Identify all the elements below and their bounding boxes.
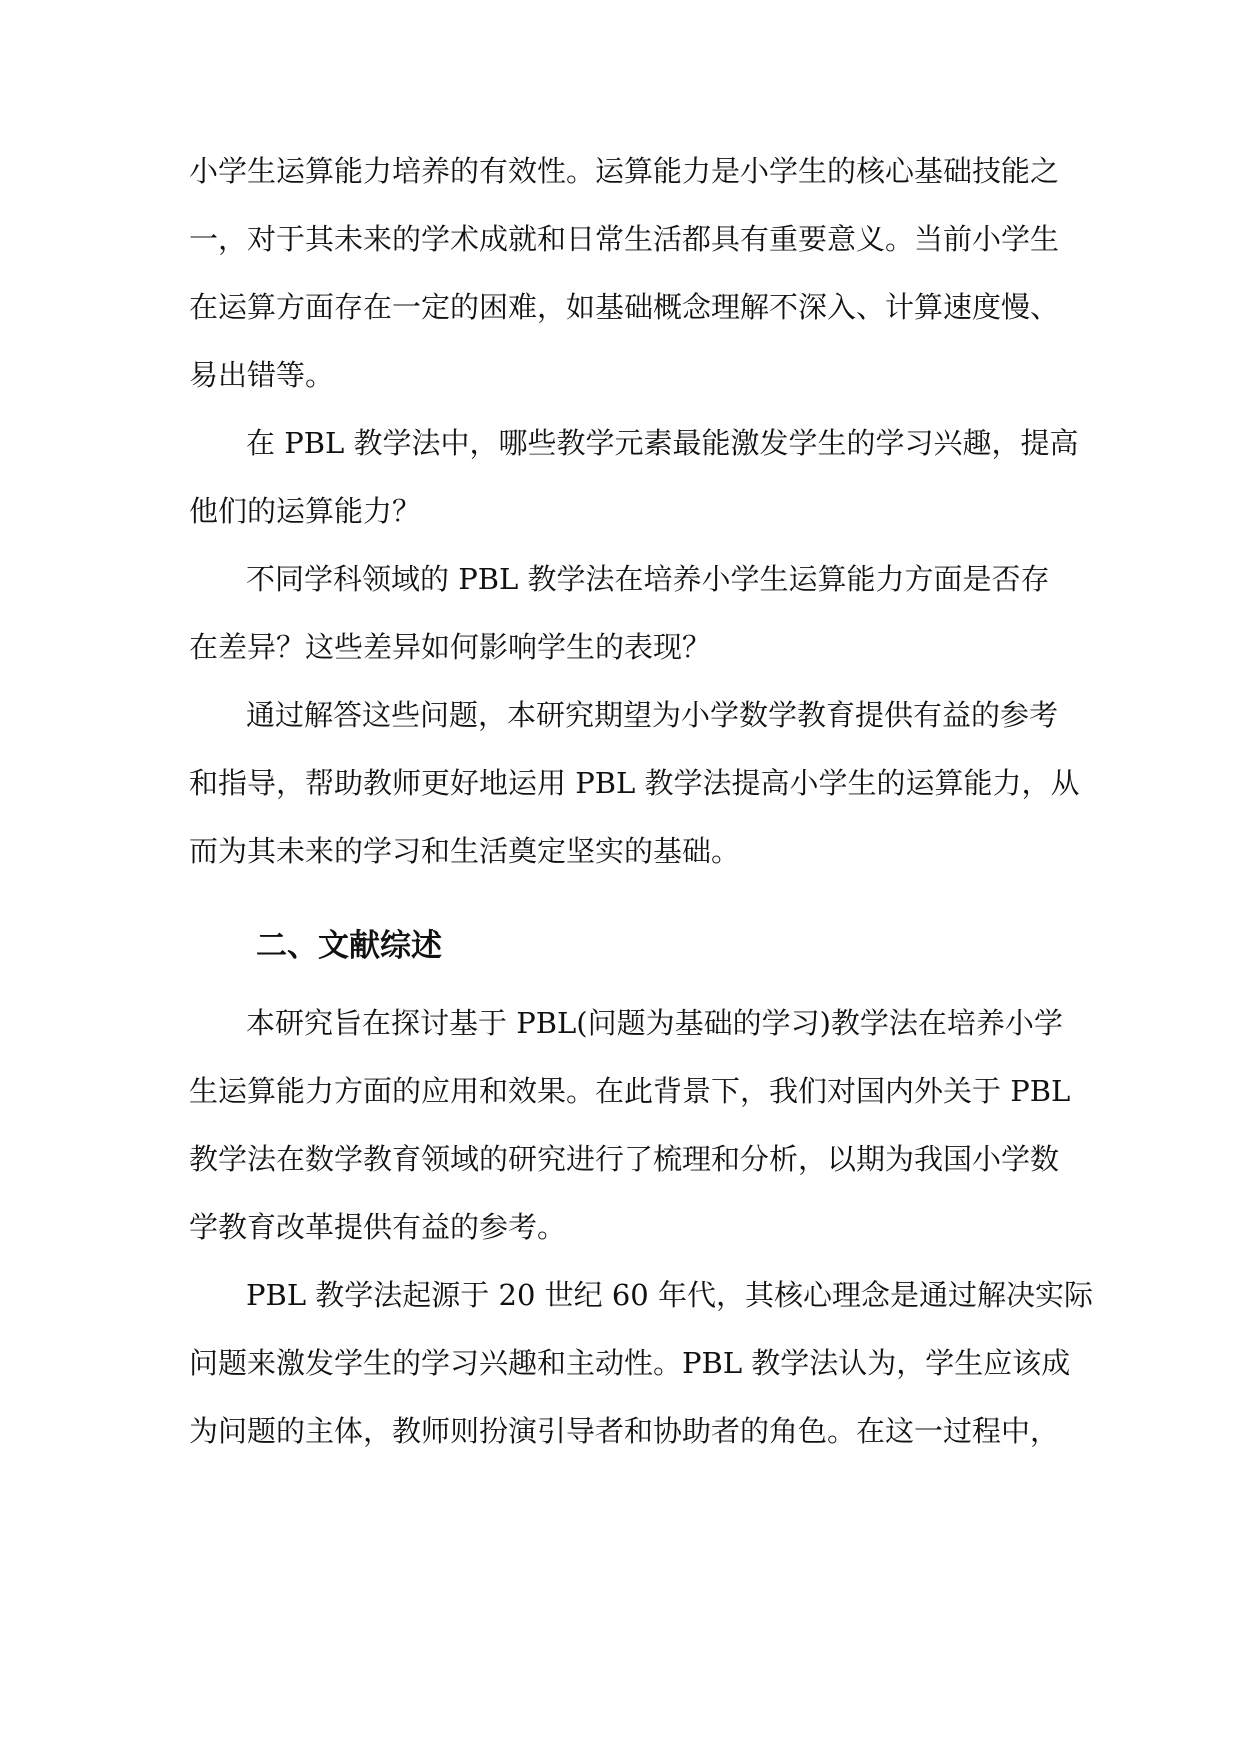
paragraph-line: 他们的运算能力？ [189,494,422,528]
paragraph-line: 问题来激发学生的学习兴趣和主动性。PBL 教学法认为，学生应该成 [189,1346,1071,1380]
paragraph-line: 易出错等。 [189,358,335,392]
paragraph-line: 不同学科领域的 PBL 教学法在培养小学生运算能力方面是否存 [246,562,1050,596]
paragraph-line: 在 PBL 教学法中，哪些教学元素最能激发学生的学习兴趣，提高 [246,426,1079,460]
paragraph-line: 教学法在数学教育领域的研究进行了梳理和分析，以期为我国小学数 [189,1142,1060,1176]
section-heading: 二、文献综述 [256,928,442,964]
paragraph-line: 一，对于其未来的学术成就和日常生活都具有重要意义。当前小学生 [189,222,1060,256]
paragraph-line: PBL 教学法起源于 20 世纪 60 年代，其核心理念是通过解决实际 [246,1278,1093,1312]
paragraph-line: 通过解答这些问题，本研究期望为小学数学教育提供有益的参考 [246,698,1059,732]
paragraph-line: 生运算能力方面的应用和效果。在此背景下，我们对国内外关于 PBL [189,1074,1071,1108]
paragraph-line: 为问题的主体，教师则扮演引导者和协助者的角色。在这一过程中， [189,1414,1060,1448]
paragraph-line: 在差异？这些差异如何影响学生的表现？ [189,630,712,664]
paragraph-line: 学教育改革提供有益的参考。 [189,1210,567,1244]
paragraph-line: 而为其未来的学习和生活奠定坚实的基础。 [189,834,741,868]
paragraph-line: 和指导，帮助教师更好地运用 PBL 教学法提高小学生的运算能力，从 [189,766,1080,800]
paragraph-line: 在运算方面存在一定的困难，如基础概念理解不深入、计算速度慢、 [189,290,1060,324]
paragraph-line: 小学生运算能力培养的有效性。运算能力是小学生的核心基础技能之 [189,154,1060,188]
paragraph-line: 本研究旨在探讨基于 PBL(问题为基础的学习)教学法在培养小学 [246,1006,1063,1040]
